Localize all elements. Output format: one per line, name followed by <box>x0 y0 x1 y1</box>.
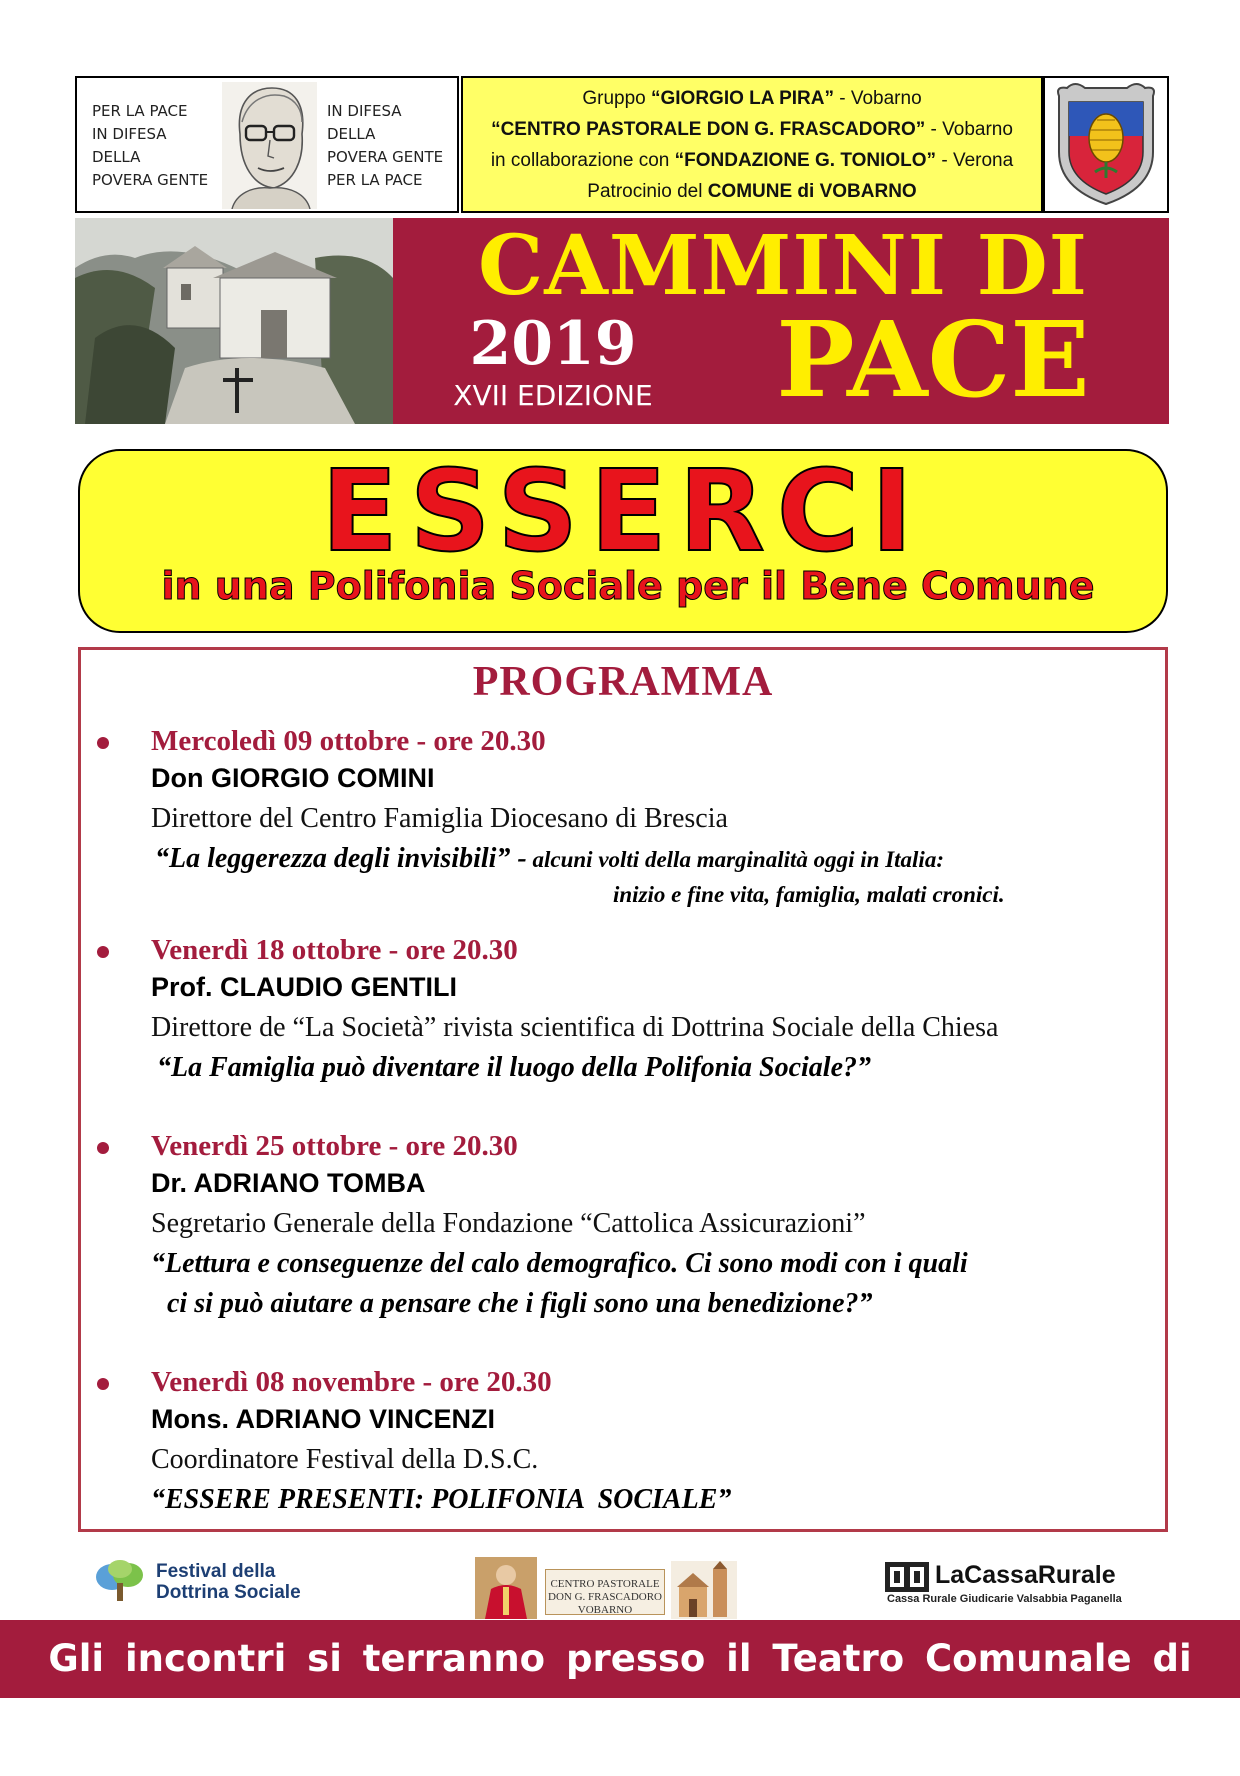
event-talk: “La Famiglia può diventare il luogo della Polifonia Sociale?” <box>157 1052 871 1083</box>
programme-box <box>78 647 1168 1532</box>
organizer-prefix: in collaborazione con <box>490 149 675 171</box>
theme-box <box>78 449 1168 633</box>
centro-label-line: VOBARNO <box>577 1604 633 1616</box>
motto-left-line: PER LA PACE <box>92 102 188 120</box>
organizer-suffix: - Vobarno <box>925 118 1013 140</box>
organizer-name: COMUNE di VOBARNO <box>707 180 917 202</box>
church-icon <box>671 1561 737 1619</box>
organizer-line <box>491 114 1013 145</box>
event-speaker: Dr. ADRIANO TOMBA <box>151 1168 426 1198</box>
crest-icon <box>1045 78 1167 211</box>
sponsor-cassa-rurale-logo <box>883 1560 1183 1610</box>
theme-word: ESSERCI <box>321 447 925 577</box>
event-role: Direttore del Centro Famiglia Diocesano di Brescia <box>151 803 728 834</box>
sponsor-festival-logo <box>90 1557 340 1607</box>
event-talk-line-2: ci si può aiutare a pensare che i figli sono una benedizione?” <box>167 1288 873 1319</box>
organizer-prefix: Patrocinio del <box>587 180 708 202</box>
organizer-suffix: - Verona <box>936 149 1014 171</box>
sponsor-centro-pastorale <box>475 1557 740 1619</box>
event-date: Mercoledì 09 ottobre - ore 20.30 <box>151 725 546 757</box>
edition-number: XVII EDIZIONE <box>453 379 653 412</box>
event-talk-line-2: inizio e fine vita, famiglia, malati cronici. <box>613 882 1005 907</box>
motto-left <box>92 100 208 192</box>
cassa-rurale-icon <box>885 1562 929 1592</box>
centro-label-line: CENTRO PASTORALE <box>550 1578 660 1590</box>
organizer-prefix: Gruppo <box>582 87 651 109</box>
centro-pastorale-label <box>545 1569 665 1615</box>
festival-name-line: Dottrina Sociale <box>156 1582 301 1603</box>
motto-left-line: POVERA GENTE <box>92 171 209 189</box>
event-talk <box>155 841 944 878</box>
organizer-suffix: - Vobarno <box>833 87 922 109</box>
event-talk-title: “La leggerezza degli invisibili” - <box>155 843 527 874</box>
event-item <box>81 1128 1165 1328</box>
organizer-name: “FONDAZIONE G. TONIOLO” <box>674 149 937 171</box>
event-item <box>81 932 1165 1102</box>
organizer-name: “CENTRO PASTORALE DON G. FRASCADORO” <box>491 118 926 140</box>
event-speaker: Prof. CLAUDIO GENTILI <box>151 972 457 1002</box>
event-date: Venerdì 25 ottobre - ore 20.30 <box>151 1130 518 1162</box>
motto-right-line: PER LA PACE <box>327 171 423 189</box>
event-role: Direttore de “La Società” rivista scientifica di Dottrina Sociale della Chiesa <box>151 1012 999 1043</box>
priest-photo <box>475 1557 537 1619</box>
motto-right-line: DELLA <box>327 125 376 143</box>
venue-note: Gli incontri si terranno presso il Teatro Comunale di Vobarno <box>48 1637 1192 1758</box>
edition-year: 2019 <box>469 309 637 379</box>
event-talk-extra: alcuni volti della marginalità oggi in Italia: <box>526 847 944 872</box>
programme-title: PROGRAMMA <box>472 659 774 705</box>
event-talk: “ESSERE PRESENTI: POLIFONIA SOCIALE” <box>151 1484 732 1515</box>
bullet-icon <box>97 1142 109 1154</box>
church-image <box>75 218 393 424</box>
event-item <box>81 723 1165 923</box>
church-photo <box>75 218 393 424</box>
portrait-box <box>75 76 459 213</box>
theme-subtitle: in una Polifonia Sociale per il Bene Comune <box>161 564 1095 608</box>
centro-label-line: DON G. FRASCADORO <box>548 1591 662 1603</box>
event-date: Venerdì 18 ottobre - ore 20.30 <box>151 934 518 966</box>
event-speaker: Mons. ADRIANO VINCENZI <box>151 1404 495 1434</box>
title-line-2: PACE <box>776 298 1090 421</box>
motto-right-line: POVERA GENTE <box>327 148 444 166</box>
organizer-line <box>587 176 916 207</box>
cassa-rurale-subtitle: Cassa Rurale Giudicarie Valsabbia Paganella <box>887 1593 1122 1605</box>
motto-right-line: IN DIFESA <box>327 102 402 120</box>
footer-bar <box>0 1620 1240 1758</box>
organizer-line <box>582 83 921 114</box>
title-line-1: CAMMINI DI <box>477 218 1089 314</box>
organizer-line <box>491 145 1013 176</box>
cassa-rurale-name: LaCassaRurale <box>935 1561 1116 1589</box>
tree-icon <box>90 1557 150 1605</box>
portrait-sketch <box>222 82 317 209</box>
festival-name-line: Festival della <box>156 1561 276 1582</box>
event-role: Segretario Generale della Fondazione “Cattolica Assicurazioni” <box>151 1208 866 1239</box>
motto-left-line: IN DIFESA <box>92 125 167 143</box>
motto-right <box>327 100 443 192</box>
bullet-icon <box>97 737 109 749</box>
organizers-box <box>461 76 1043 213</box>
bullet-icon <box>97 946 109 958</box>
event-date: Venerdì 08 novembre - ore 20.30 <box>151 1366 552 1398</box>
title-banner <box>393 218 1169 424</box>
bullet-icon <box>97 1378 109 1390</box>
event-talk: “Lettura e conseguenze del calo demografico. Ci sono modi con i quali <box>151 1248 968 1279</box>
municipal-crest-box <box>1043 76 1169 213</box>
organizer-name: “GIORGIO LA PIRA” <box>651 87 834 109</box>
event-speaker: Don GIORGIO COMINI <box>151 763 435 793</box>
event-role: Coordinatore Festival della D.S.C. <box>151 1444 539 1475</box>
festival-name <box>156 1561 301 1603</box>
event-item <box>81 1364 1165 1534</box>
motto-left-line: DELLA <box>92 148 141 166</box>
